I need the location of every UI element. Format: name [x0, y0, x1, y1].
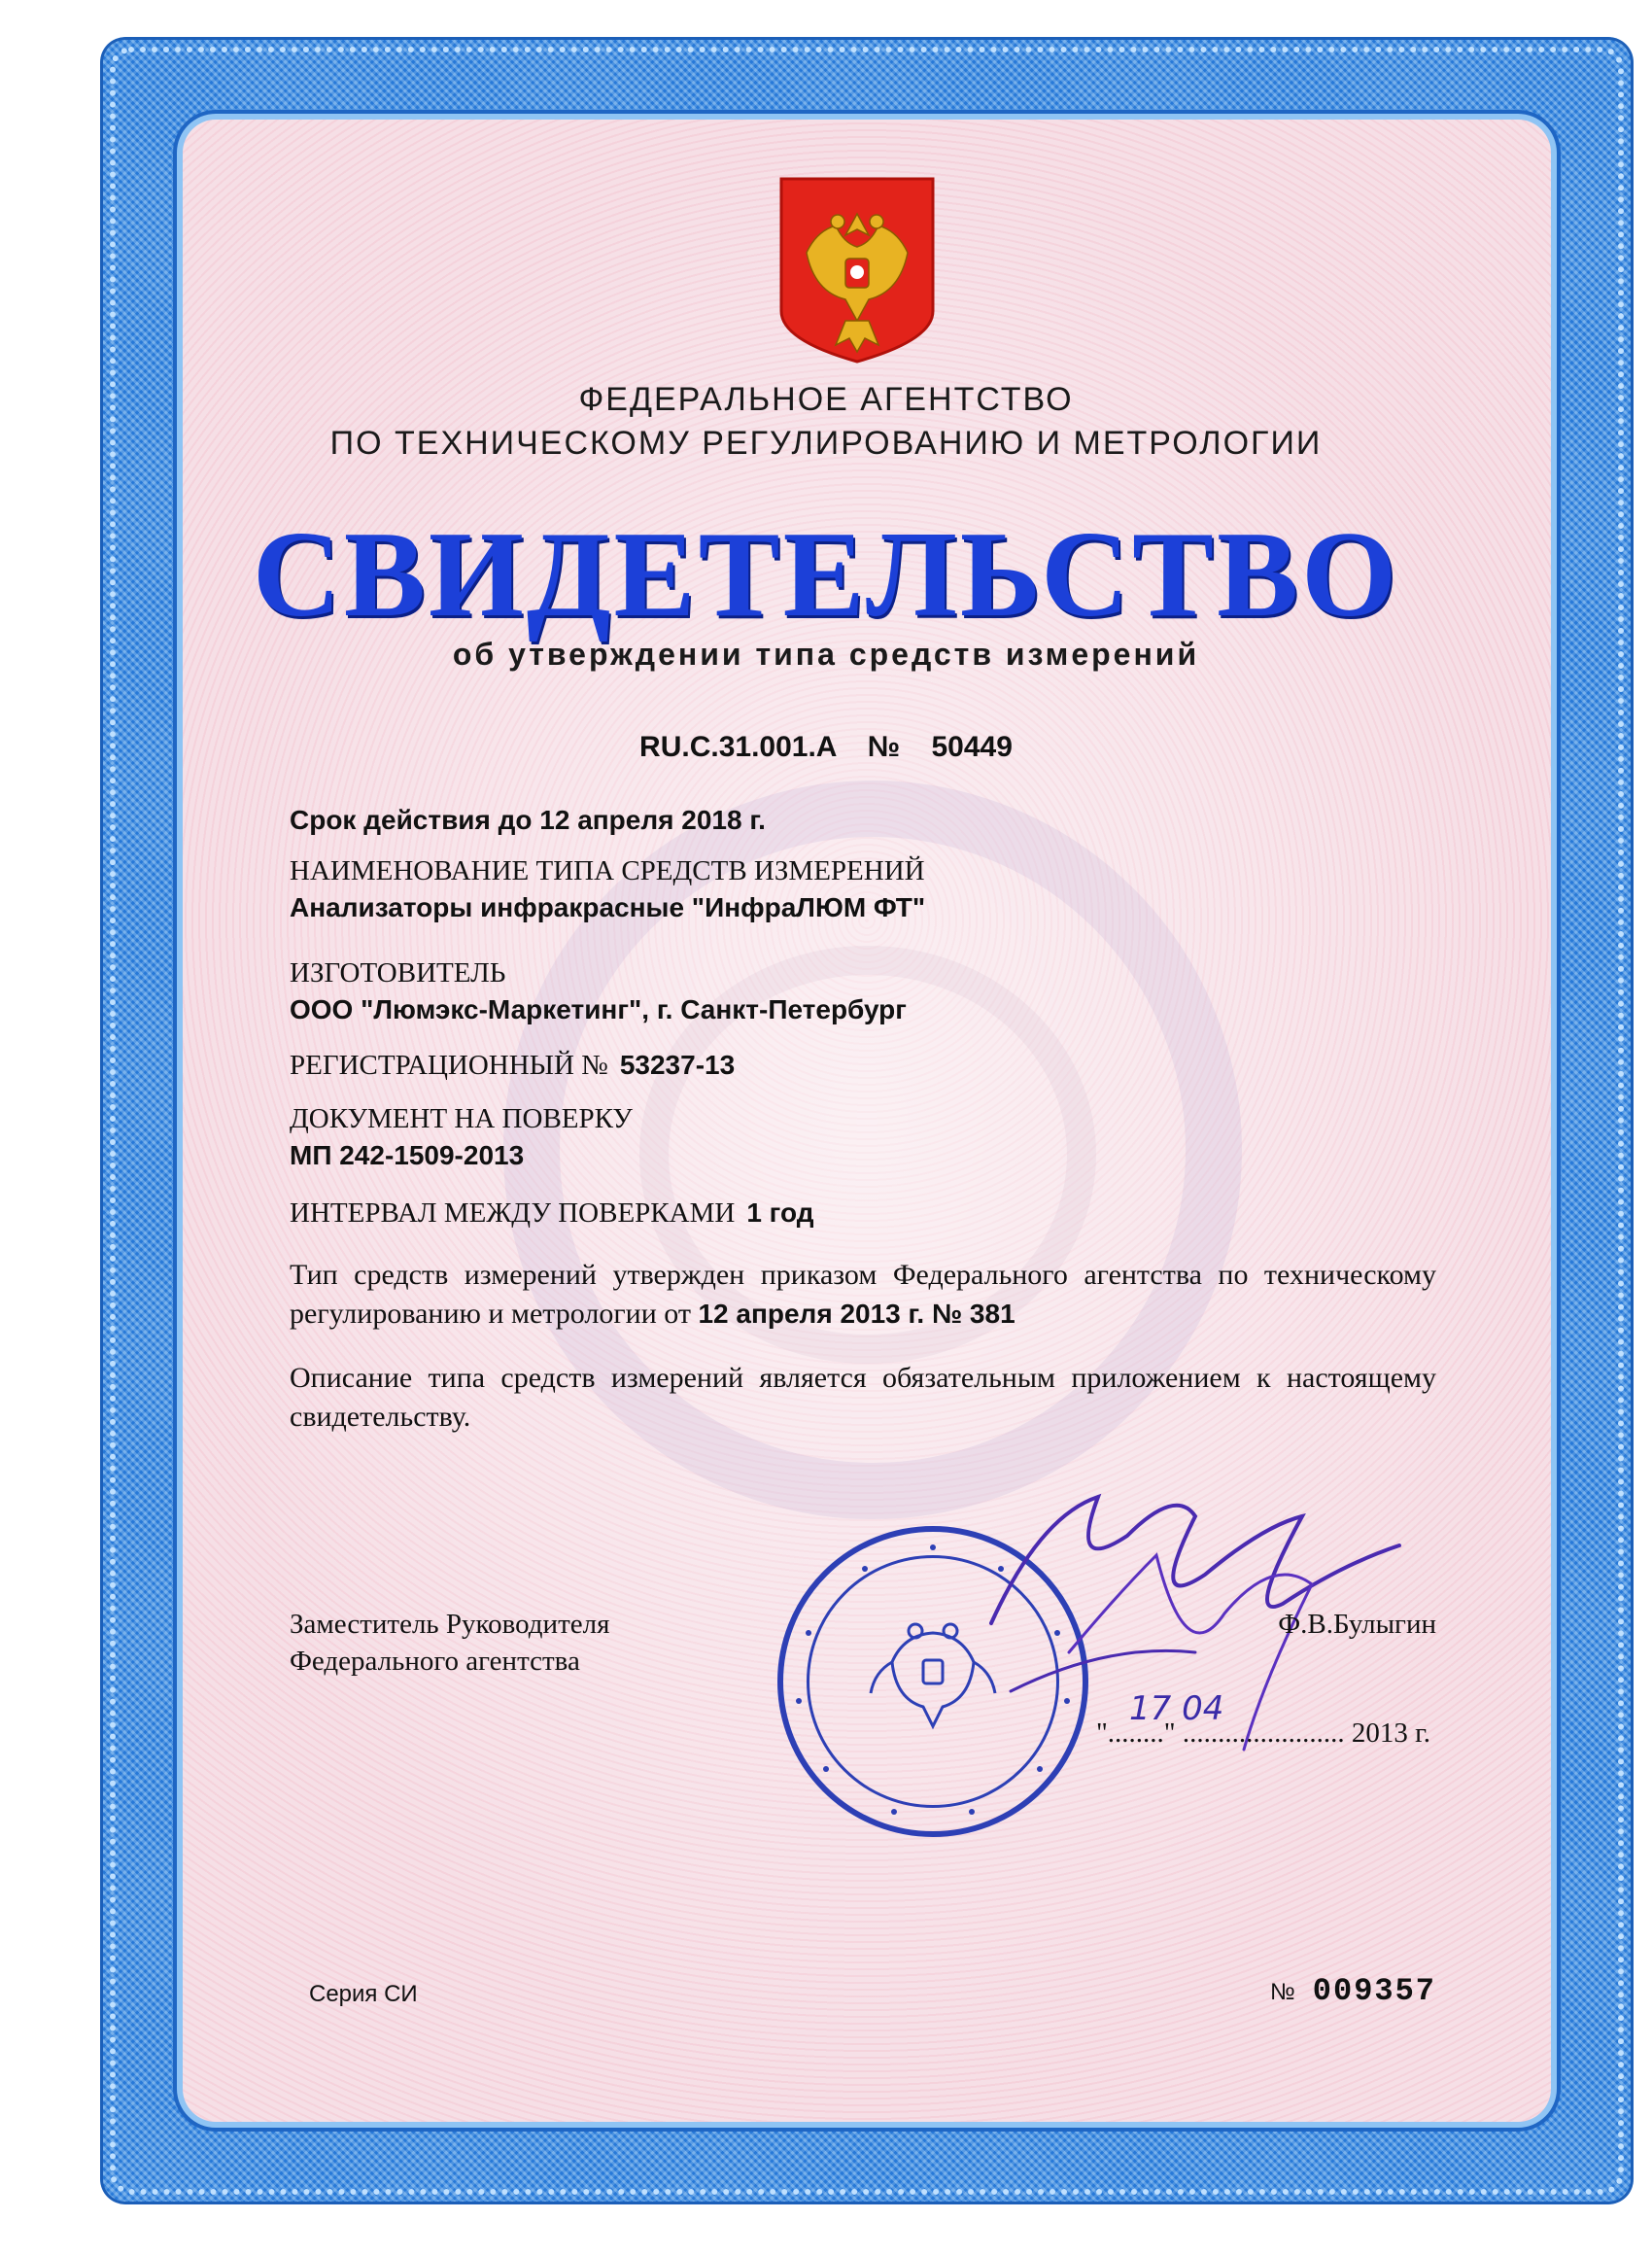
- registration-value: 53237-13: [619, 1050, 736, 1080]
- type-name-label: НАИМЕНОВАНИЕ ТИПА СРЕДСТВ ИЗМЕРЕНИЙ: [290, 855, 925, 886]
- blank-number: [1270, 1973, 1436, 2009]
- handwritten-issue-date: 17 04: [1129, 1689, 1224, 1728]
- agency-name-line-1: ФЕДЕРАЛЬНОЕ АГЕНТСТВО: [578, 381, 1074, 418]
- certificate-number-symbol: №: [867, 731, 901, 763]
- type-name-value: Анализаторы инфракрасные "ИнфраЛЮМ ФТ": [290, 892, 926, 922]
- description-note: Описание типа средств измерений является обязательным приложением к настоящему свидетельству.: [290, 1362, 1436, 1433]
- issue-date-line: "........" ....................... 2013 г.: [1095, 1717, 1430, 1749]
- verification-interval: [290, 1197, 813, 1230]
- certificate-number-value: 50449: [931, 731, 1013, 763]
- signatory-title-line-2: Федерального агентства: [290, 1646, 580, 1677]
- signatory-name: Ф.В.Булыгин: [1278, 1609, 1436, 1640]
- interval-value: 1 год: [746, 1197, 814, 1228]
- certificate-code: RU.C.31.001.A: [639, 731, 837, 763]
- agency-name-line-2: ПО ТЕХНИЧЕСКОМУ РЕГУЛИРОВАНИЮ И МЕТРОЛОГИИ: [329, 425, 1323, 462]
- registration-number: [290, 1050, 735, 1082]
- blank-number-symbol: №: [1270, 1979, 1295, 2005]
- signatory-title-line-1: Заместитель Руководителя: [290, 1609, 610, 1640]
- certificate-number: [0, 731, 1652, 764]
- manufacturer-value: ООО "Люмэкс-Маркетинг", г. Санкт-Петербург: [290, 994, 907, 1024]
- interval-label: ИНТЕРВАЛ МЕЖДУ ПОВЕРКАМИ: [290, 1197, 736, 1229]
- approval-order: 12 апреля 2013 г. № 381: [698, 1299, 1015, 1329]
- approval-text: Тип средств измерений утвержден приказом Федерального агентства по техническому регулированию и метрологии от: [290, 1259, 1436, 1330]
- series-label: Серия СИ: [309, 1981, 418, 2007]
- registration-label: РЕГИСТРАЦИОННЫЙ №: [290, 1050, 608, 1081]
- manufacturer-label: ИЗГОТОВИТЕЛЬ: [290, 957, 506, 989]
- coat-of-arms-icon: [777, 175, 937, 365]
- validity-period: Срок действия до 12 апреля 2018 г.: [290, 805, 766, 835]
- blank-number-value: 009357: [1312, 1973, 1436, 2009]
- document-subtitle: об утверждении типа средств измерений: [452, 637, 1200, 672]
- approval-paragraph: [290, 1256, 1436, 1334]
- verification-doc-value: МП 242-1509-2013: [290, 1140, 525, 1170]
- verification-doc-label: ДОКУМЕНТ НА ПОВЕРКУ: [290, 1103, 633, 1134]
- document-title: СВИДЕТЕЛЬСТВО: [252, 507, 1400, 642]
